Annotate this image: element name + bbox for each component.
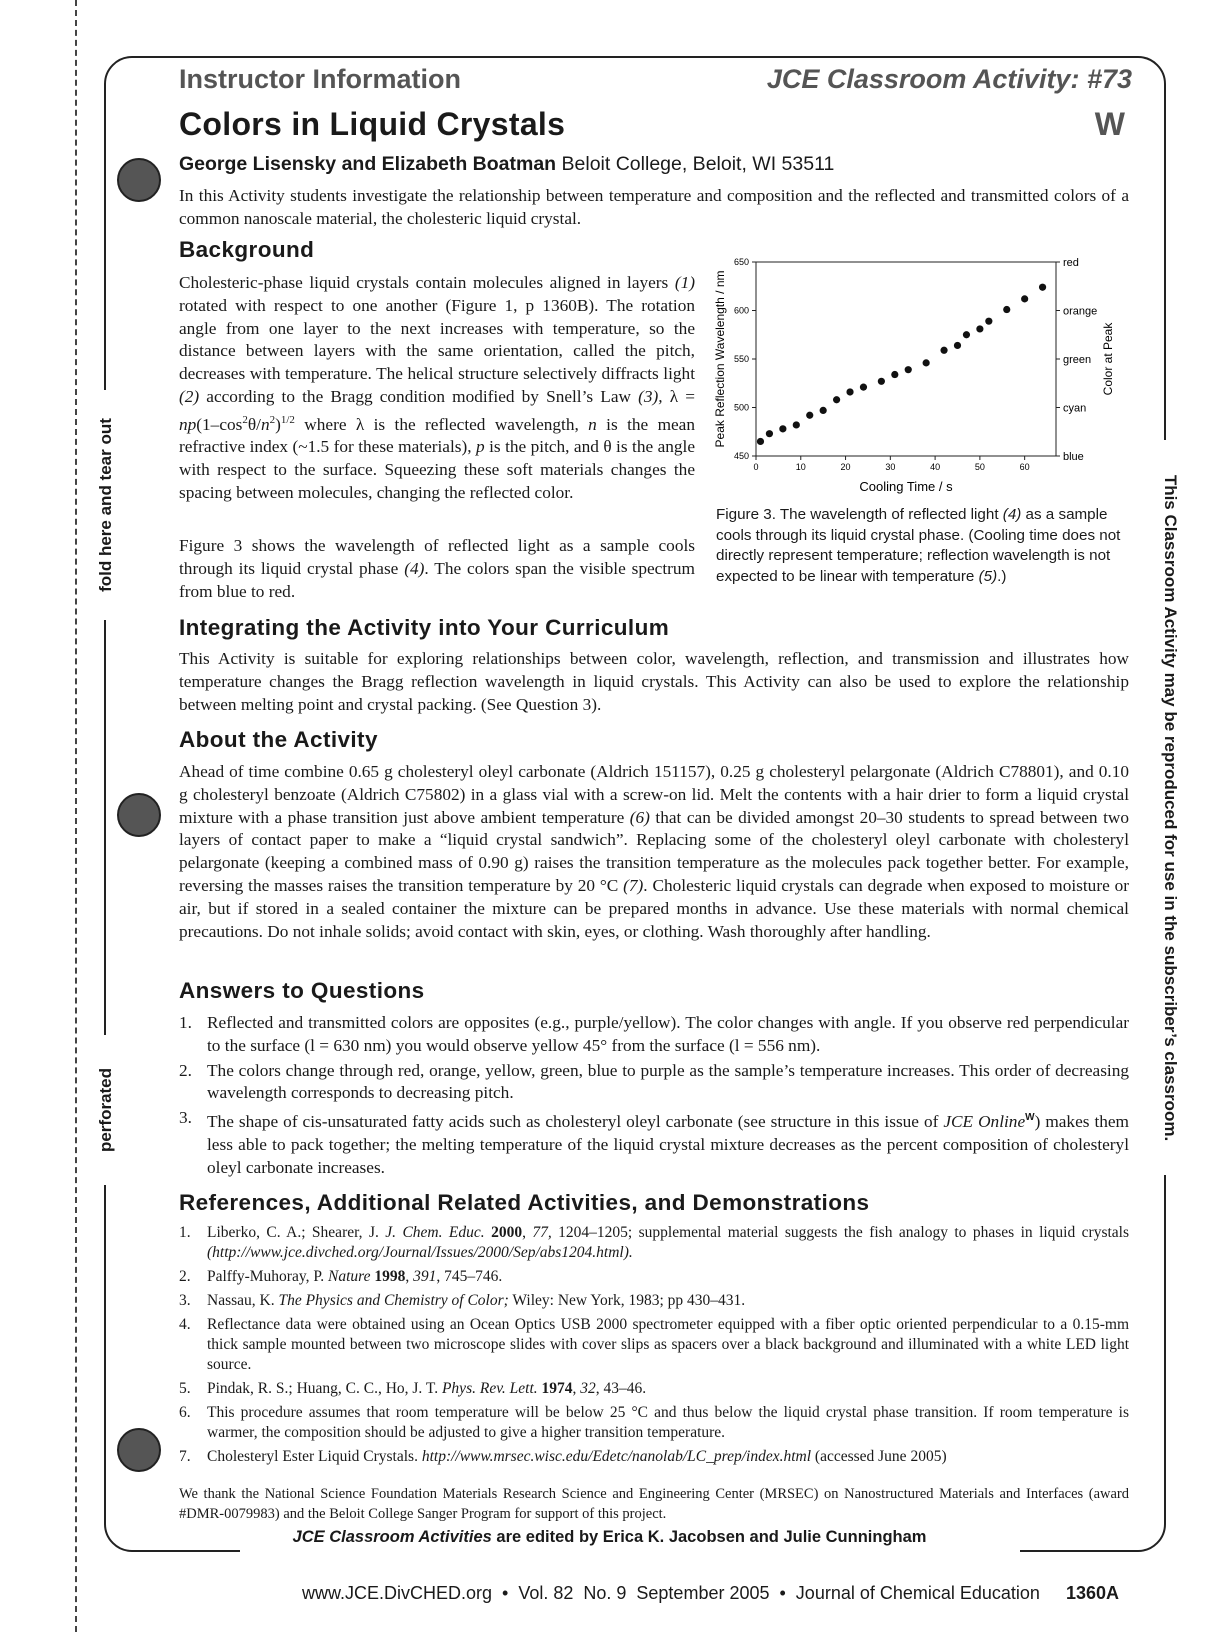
list-item: 2. Palffy-Muhoray, P. Nature 1998, 391, 745–746. [179,1268,503,1285]
y2-tick-label: green [1063,354,1092,366]
data-point [976,325,983,332]
references-list [179,1223,1129,1467]
data-point [1003,306,1010,313]
list-item: 3. The shape of cis-unsaturated fatty acids such as cholesteryl oleyl carbonate (see structure in this issue of JCE Online$^W$) makes them less able to pack together; the melting temperature of the liquid crystal mixture decreases as the percent composition of cholesteryl oleyl carbonate increases. [179,1108,1129,1177]
punch-hole [117,1428,161,1472]
list-item: 3. Nassau, K. The Physics and Chemistry of Color; Wiley: New York, 1983; pp 430–431. [179,1292,746,1309]
data-point [806,412,813,419]
fold-label: fold here and tear out [96,418,115,592]
punch-hole [117,158,161,202]
affiliation: Beloit College, Beloit, WI 53511 [556,153,835,175]
x-tick-label: 30 [885,462,896,472]
y2-tick-label: blue [1063,451,1084,463]
answers-list [179,1012,1129,1179]
heading-answers: Answers to Questions [179,978,425,1003]
y2-tick-label: orange [1063,305,1098,318]
x-tick-label: 60 [1019,462,1030,472]
heading-references: References, Additional Related Activities, and Demonstrations [179,1190,870,1215]
data-point [860,384,867,391]
authors [179,153,834,176]
list-item: 2. The colors change through red, orange, yellow, green, blue to purple as the sample’s temperature increases. This order of decreasing wavelength corresponds to decreasing pitch. [179,1060,1129,1103]
list-item: 6. This procedure assumes that room temperature will be below 25 °C and thus below the liquid crystal phase transition. If room temperature is warmer, the composition should be adjusted to give a higher transition temperature. [179,1404,1129,1441]
author-names: George Lisensky and Elizabeth Boatman [179,153,557,175]
page-number: 1360A [1065,1583,1119,1603]
list-item: 5. Pindak, R. S.; Huang, C. C., Ho, J. T. Phys. Rev. Lett. 1974, 32, 43–46. [179,1380,647,1397]
data-point [779,425,786,432]
list-item: 1. Liberko, C. A.; Shearer, J. J. Chem. Educ. 2000, 77, 1204–1205; supplemental material suggests the fish analogy to phases in liquid crystals (http://www.jce.divched.org/Journal/Issues/2000/Sep/abs1204.html). [179,1224,1130,1261]
x-tick-label: 0 [753,462,759,472]
y-tick-label: 600 [733,305,749,316]
about-paragraph: Ahead of time combine 0.65 g cholesteryl oleyl carbonate (Aldrich 151157), 0.25 g cholesteryl pelargonate (Aldrich C78801), and 0.10 g cholesteryl benzoate (Aldrich C75802) in a glass vial with a screw-on lid. Melt the contents with a hair drier to form a liquid crystal mixture with a phase transition just above ambient temperature (6) that can be divided amongst 20–30 students to spread between two layers of contact paper to make a “liquid crystal sandwich”. Replacing some of the cholesteryl oleyl carbonate with cholesteryl pelargonate (keeping a combined mass of 0.90 g) raises the transition temperature as the molecules pack together better. For example, reversing the masses raises the transition temperature by 20 °C (7). Cholesteric liquid crystals can degrade when exposed to moisture or air, but if stored in a sealed container the mixture can be prepared months in advance. Use these materials with normal chemical precautions. Do not inhale solids; avoid contact with skin, eyes, or clothing. Wash thoroughly after handling. [179,762,1129,941]
data-point [963,331,970,338]
heading-about: About the Activity [179,727,378,752]
data-point [846,388,853,395]
x-tick-label: 40 [930,462,941,472]
x-tick-label: 20 [840,462,851,472]
integrating-paragraph: This Activity is suitable for exploring relationships between color, wavelength, reflection, and transmission and illustrates how temperature changes the Bragg reflection wavelength in liquid crystals. This Activity can also be used to explore the relationship between melting point and crystal packing. (See Question 3). [179,649,1129,714]
editors-line: JCE Classroom Activities are edited by Erica K. Jacobsen and Julie Cunningham [292,1528,927,1546]
data-point [793,421,800,428]
list-item: 7. Cholesteryl Ester Liquid Crystals. http://www.mrsec.wisc.edu/Edetc/nanolab/LC_prep/index.html (accessed June 2005) [179,1448,947,1465]
perforated-label: perforated [96,1067,115,1153]
list-item: 1. Reflected and transmitted colors are opposites (e.g., purple/yellow). The color changes with angle. If you observe red perpendicular to the surface (l = 630 nm) you would observe yellow 45° from the surface (l = 556 nm). [179,1013,1129,1055]
activity-number: JCE Classroom Activity: #73 [766,64,1132,94]
intro: In this Activity students investigate the relationship between temperature and composition and the reflected and transmitted colors of a common nanoscale material, the cholesteric liquid crystal. [179,186,1129,228]
y-tick-label: 650 [733,257,749,267]
data-point [940,347,947,354]
data-point [891,371,898,378]
background-paragraph-1: Cholesteric-phase liquid crystals contain molecules aligned in layers (1) rotated with respect to one another (Figure 1, p 1360B). The rotation angle from one layer to the next increases with temperature, so the distance between layers with the same orientation, called the pitch, decreases with temperature. The helical structure selectively diffracts light (2) according to the Bragg condition modified by Snell’s Law (3), $\lambda = np(1-\cos^2\theta/n^2)^{1/2}$ where λ is the reflected wavelength, n is the mean refractive index (~1.5 for these materials), p is the pitch, and θ is the angle with respect to the surface. Squeezing these soft materials changes the spacing between molecules, changing the reflected color. [179,273,695,502]
x-tick-label: 50 [974,462,985,472]
y-tick-label: 550 [733,354,749,364]
web-mark-icon: W [1094,106,1125,142]
punch-hole [117,793,161,837]
acknowledgment: We thank the National Science Foundation Materials Research Science and Engineering Center (MRSEC) on Nanostructured Materials and Interfaces (award #DMR-0079983) and the Beloit College Sanger Program for support of this project. [179,1486,1129,1522]
data-point [905,366,912,373]
data-point [766,430,773,437]
data-point [923,359,930,366]
data-point [1021,295,1028,302]
x-axis-label: Cooling Time / s [859,479,953,494]
y2-tick-label: cyan [1063,402,1087,415]
page-title: Colors in Liquid Crystals [179,106,566,142]
background-paragraph-2: Figure 3 shows the wavelength of reflected light as a sample cools through its liquid crystal phase (4). The colors span the visible spectrum from blue to red. [179,536,695,601]
data-point [878,378,885,385]
reproduction-notice: This Classroom Activity may be reproduced for use in the subscriber’s classroom. [1161,474,1180,1142]
list-item: 4. Reflectance data were obtained using an Ocean Optics USB 2000 spectrometer equipped with a fiber optic oriented perpendicular to a 0.15-mm thick sample mounted between two microscope slides with cover slips as spacers over a black background and illuminated with a white LED light source. [179,1316,1129,1373]
y2-axis-label: Color at Peak [1101,322,1115,396]
plot-frame [756,262,1056,456]
data-point [820,407,827,414]
heading-integrating: Integrating the Activity into Your Curriculum [179,615,670,640]
x-tick-label: 10 [795,462,806,472]
data-point [833,396,840,403]
page-footer [302,1583,1119,1604]
data-point [954,342,961,349]
cut-line [75,0,77,1632]
y2-tick-label: red [1063,257,1079,269]
figure-caption: Figure 3. The wavelength of reflected light (4) as a sample cools through its liquid crystal phase. (Cooling time does not directly represent temperature; reflection wavelength is not expected to be linear with temperature (5).) [716,506,1121,585]
y-axis-label: Peak Reflection Wavelength / nm [713,270,727,448]
instructor-info-label: Instructor Information [179,64,461,94]
journal-info: www.JCE.DivCHED.org • Vol. 82 No. 9 September 2005 • Journal of Chemical Education [302,1583,1040,1603]
y-tick-label: 450 [733,451,749,461]
wavelength-chart [708,250,1128,500]
heading-background: Background [179,237,315,262]
data-point [985,318,992,325]
data-point [757,438,764,445]
y-tick-label: 500 [733,402,749,413]
data-point [1039,284,1046,291]
